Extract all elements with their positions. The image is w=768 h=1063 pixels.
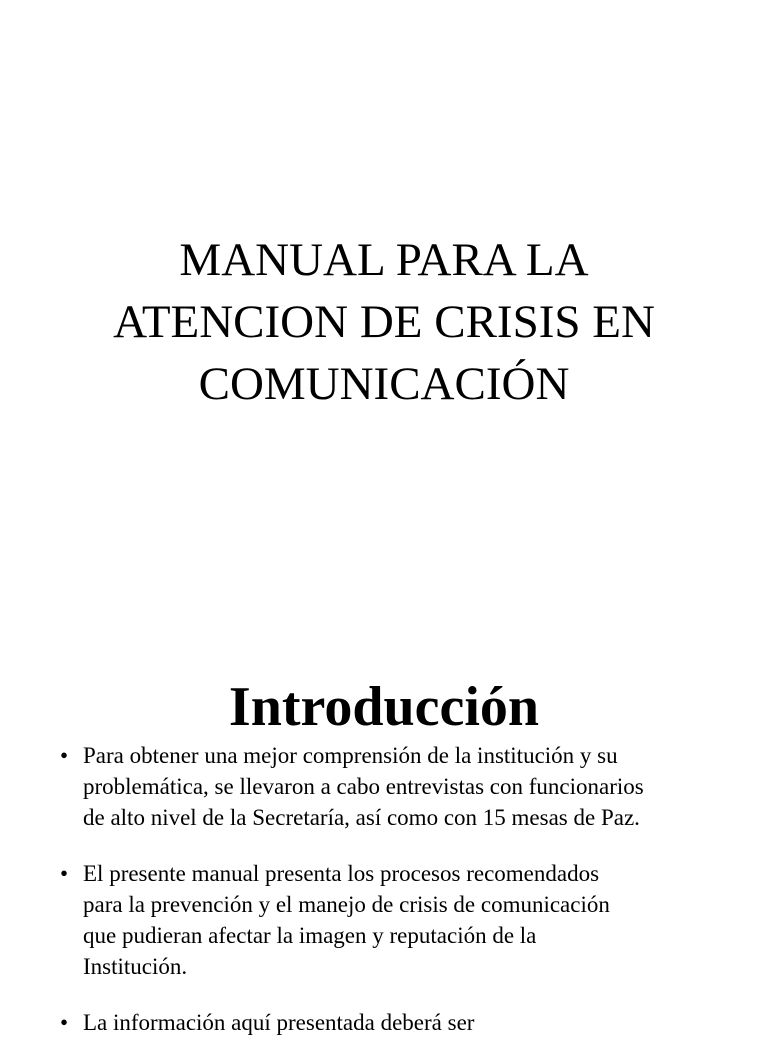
slide-title-line: COMUNICACIÓN <box>198 358 570 411</box>
bullet-text-line: problemática, se llevaron a cabo entrevistas con funcionarios <box>83 774 644 799</box>
bullet-icon: • <box>60 743 69 768</box>
slide-title-line: MANUAL PARA LA <box>179 234 589 287</box>
bullet-item <box>60 858 730 982</box>
bullet-item <box>60 1007 730 1038</box>
bullet-text-line: de alto nivel de la Secretaría, así como con 15 mesas de Paz. <box>83 805 640 830</box>
bullet-text-line: La información aquí presentada deberá ser <box>83 1010 475 1035</box>
bullet-text-line: para la prevención y el manejo de crisis de comunicación <box>83 892 610 917</box>
bullet-text-line: Institución. <box>83 954 188 979</box>
slide-title <box>0 229 768 415</box>
bullet-icon: • <box>60 861 69 886</box>
bullet-list <box>60 740 730 1063</box>
bullet-item <box>60 740 730 833</box>
bullet-text-line: Para obtener una mejor comprensión de la institución y su <box>83 743 618 768</box>
bullet-text-line: El presente manual presenta los procesos recomendados <box>83 861 600 886</box>
bullet-text-line: que pudieran afectar la imagen y reputación de la <box>83 923 537 948</box>
slide-title-line: ATENCION DE CRISIS EN <box>113 296 655 349</box>
section-heading: Introducción <box>228 676 540 739</box>
bullet-icon: • <box>60 1010 69 1035</box>
